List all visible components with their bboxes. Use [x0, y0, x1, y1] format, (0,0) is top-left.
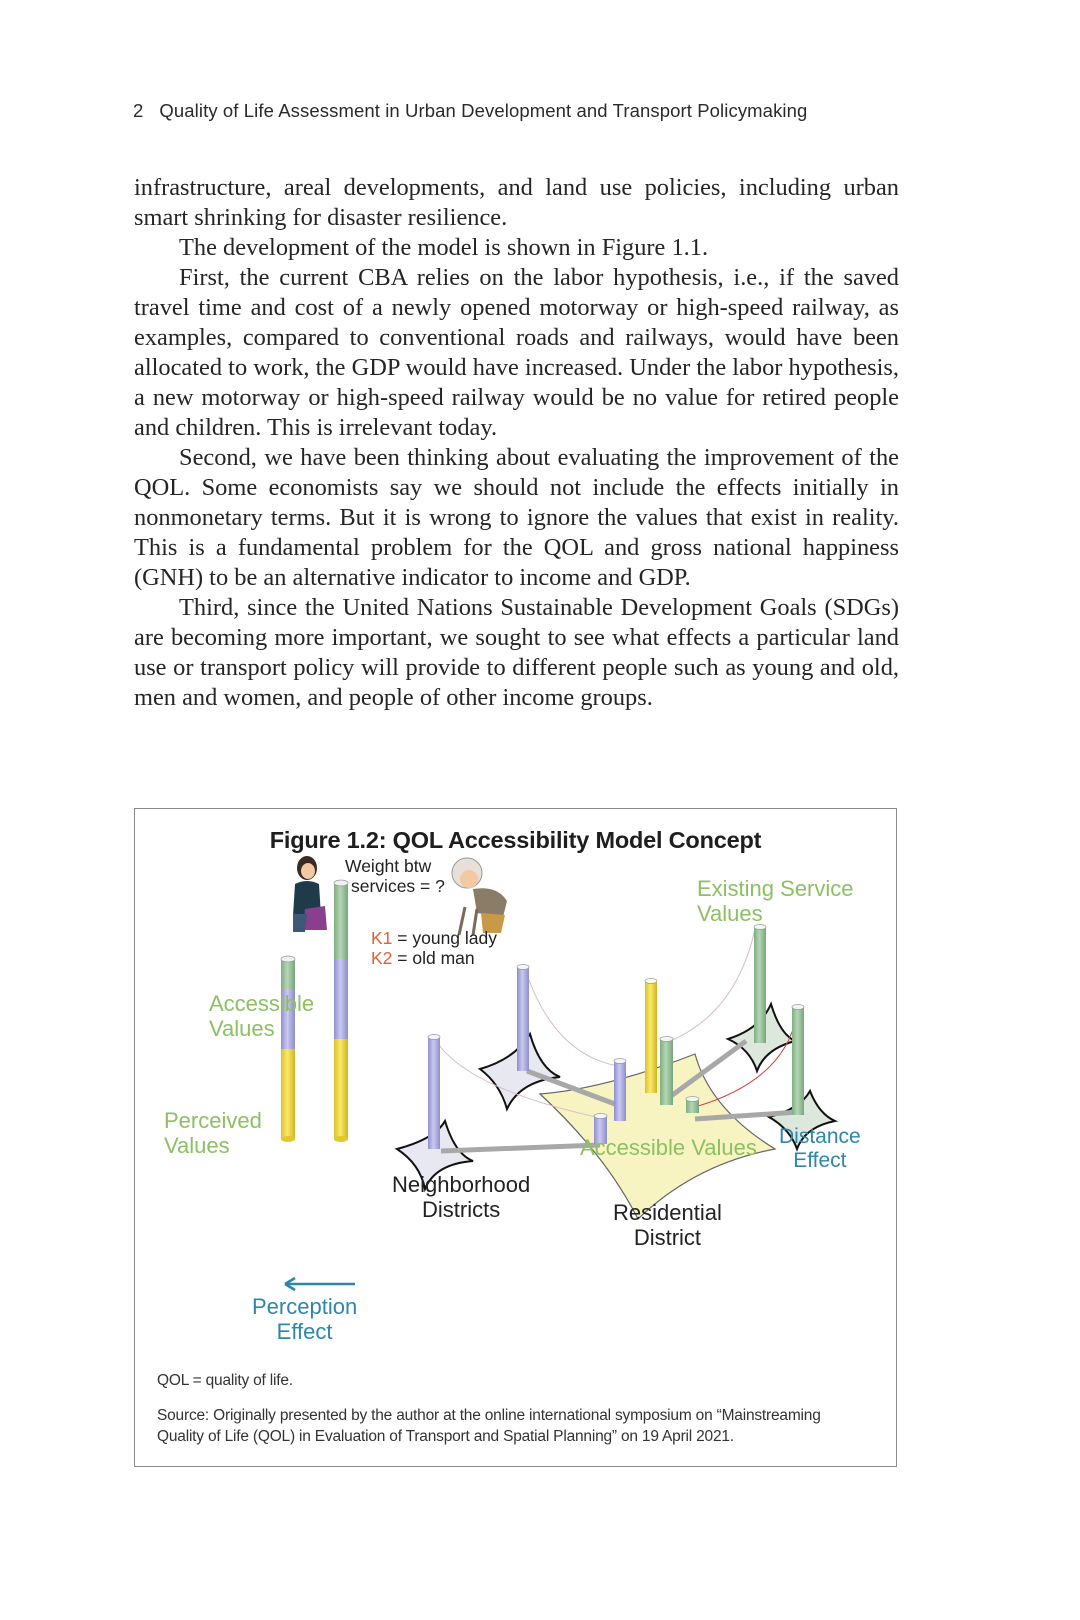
legend-value-k2: = old man [392, 947, 475, 968]
label-line: Neighborhood [392, 1172, 531, 1197]
label-line: Values [697, 900, 763, 926]
label-line: Effect [276, 1318, 333, 1344]
distance-effect-label [779, 1125, 861, 1172]
page-number: 2 [133, 100, 144, 121]
perception-effect-arrow-icon [285, 1278, 355, 1290]
accessible-values-pillar [334, 880, 348, 1142]
weight-question-line: Weight btw [345, 856, 432, 876]
weight-question-line: services = ? [351, 875, 445, 896]
young-lady-icon [293, 856, 327, 932]
paragraph: First, the current CBA relies on the labor hypothesis, i.e., if the saved travel time and cost of a newly opened motorway or high-speed railway, as examples, compared to conventional roads and railways, would have been allocated to work, the GDP would have increased. Under the labor hypothesis, a new motorway or high-speed railway would be no value for retired people and children. This is irrelevant today. [134, 264, 899, 441]
residential-pillar-purple-tall [614, 1059, 626, 1122]
running-head [133, 100, 807, 122]
perceived-values-label [164, 1109, 262, 1158]
paragraph: infrastructure, areal developments, and land use policies, including urban smart shrinking for disaster resilience. [134, 174, 899, 231]
label-line: Values [164, 1132, 230, 1158]
neighborhood-pillar-purple-2 [517, 965, 529, 1072]
residential-district-label [613, 1201, 722, 1250]
legend-key-k2: K2 [371, 947, 393, 968]
old-man-icon [452, 858, 507, 935]
label-line: Existing Service [697, 876, 854, 901]
persona-legend [371, 929, 497, 968]
label-line: Perceived [164, 1108, 262, 1133]
label-line: Residential [613, 1200, 722, 1225]
residential-pillar-green-tall [660, 1037, 673, 1106]
source-note [157, 1405, 821, 1447]
label-line: Districts [422, 1196, 501, 1222]
paragraph: Second, we have been thinking about evaluating the improvement of the QOL. Some economists say we should not include the effects initially in nonmonetary terms. But it is wrong to ignore the values that exist in reality. This is a fundamental problem for the QOL and gross national happiness (GNH) to be an alternative indicator to income and GDP. [134, 444, 899, 591]
label-line: Effect [793, 1148, 847, 1172]
running-head-title: Quality of Life Assessment in Urban Development and Transport Policymaking [159, 100, 808, 121]
body-text [134, 173, 899, 713]
residential-pillar-yellow [645, 979, 657, 1094]
label-line: Perception [252, 1294, 358, 1319]
existing-service-pillar-green-1 [754, 925, 766, 1044]
perceived-values-pillar [281, 956, 295, 1142]
legend-key-k1: K1 [371, 928, 393, 948]
label-line: District [633, 1224, 702, 1250]
accessible-values-label [209, 992, 314, 1041]
label-line: Distance [779, 1125, 861, 1148]
existing-service-values-label [697, 877, 854, 926]
figure-title: Figure 1.2: QOL Accessibility Model Concept [269, 827, 762, 853]
abbreviation-note: QOL = quality of life. [157, 1372, 293, 1389]
neighborhood-districts-label [392, 1173, 530, 1222]
paragraph: The development of the model is shown in Figure 1.1. [179, 234, 709, 261]
perception-effect-label [252, 1295, 357, 1344]
source-line: Source: Originally presented by the author at the online international symposium on “Mainstreaming [157, 1407, 821, 1424]
accessible-values-center-label: Accessible Values [580, 1135, 757, 1160]
figure-box [134, 808, 897, 1467]
existing-service-pillar-green-2 [792, 1005, 804, 1116]
weight-question-label [345, 857, 445, 896]
neighborhood-pillar-purple-1 [428, 1035, 440, 1150]
paragraph: Third, since the United Nations Sustainable Development Goals (SDGs) are becoming more important, we sought to see what effects a particular land use or transport policy will provide to different people such as young and old, men and women, and people of other income groups. [134, 594, 899, 711]
label-line: Values [209, 1015, 275, 1041]
label-line: Accessible [209, 991, 315, 1016]
legend-value-k1: = young lady [392, 928, 497, 948]
source-line: Quality of Life (QOL) in Evaluation of Transport and Spatial Planning” on 19 April 2021. [157, 1428, 734, 1445]
residential-pillar-green-short [686, 1097, 699, 1114]
